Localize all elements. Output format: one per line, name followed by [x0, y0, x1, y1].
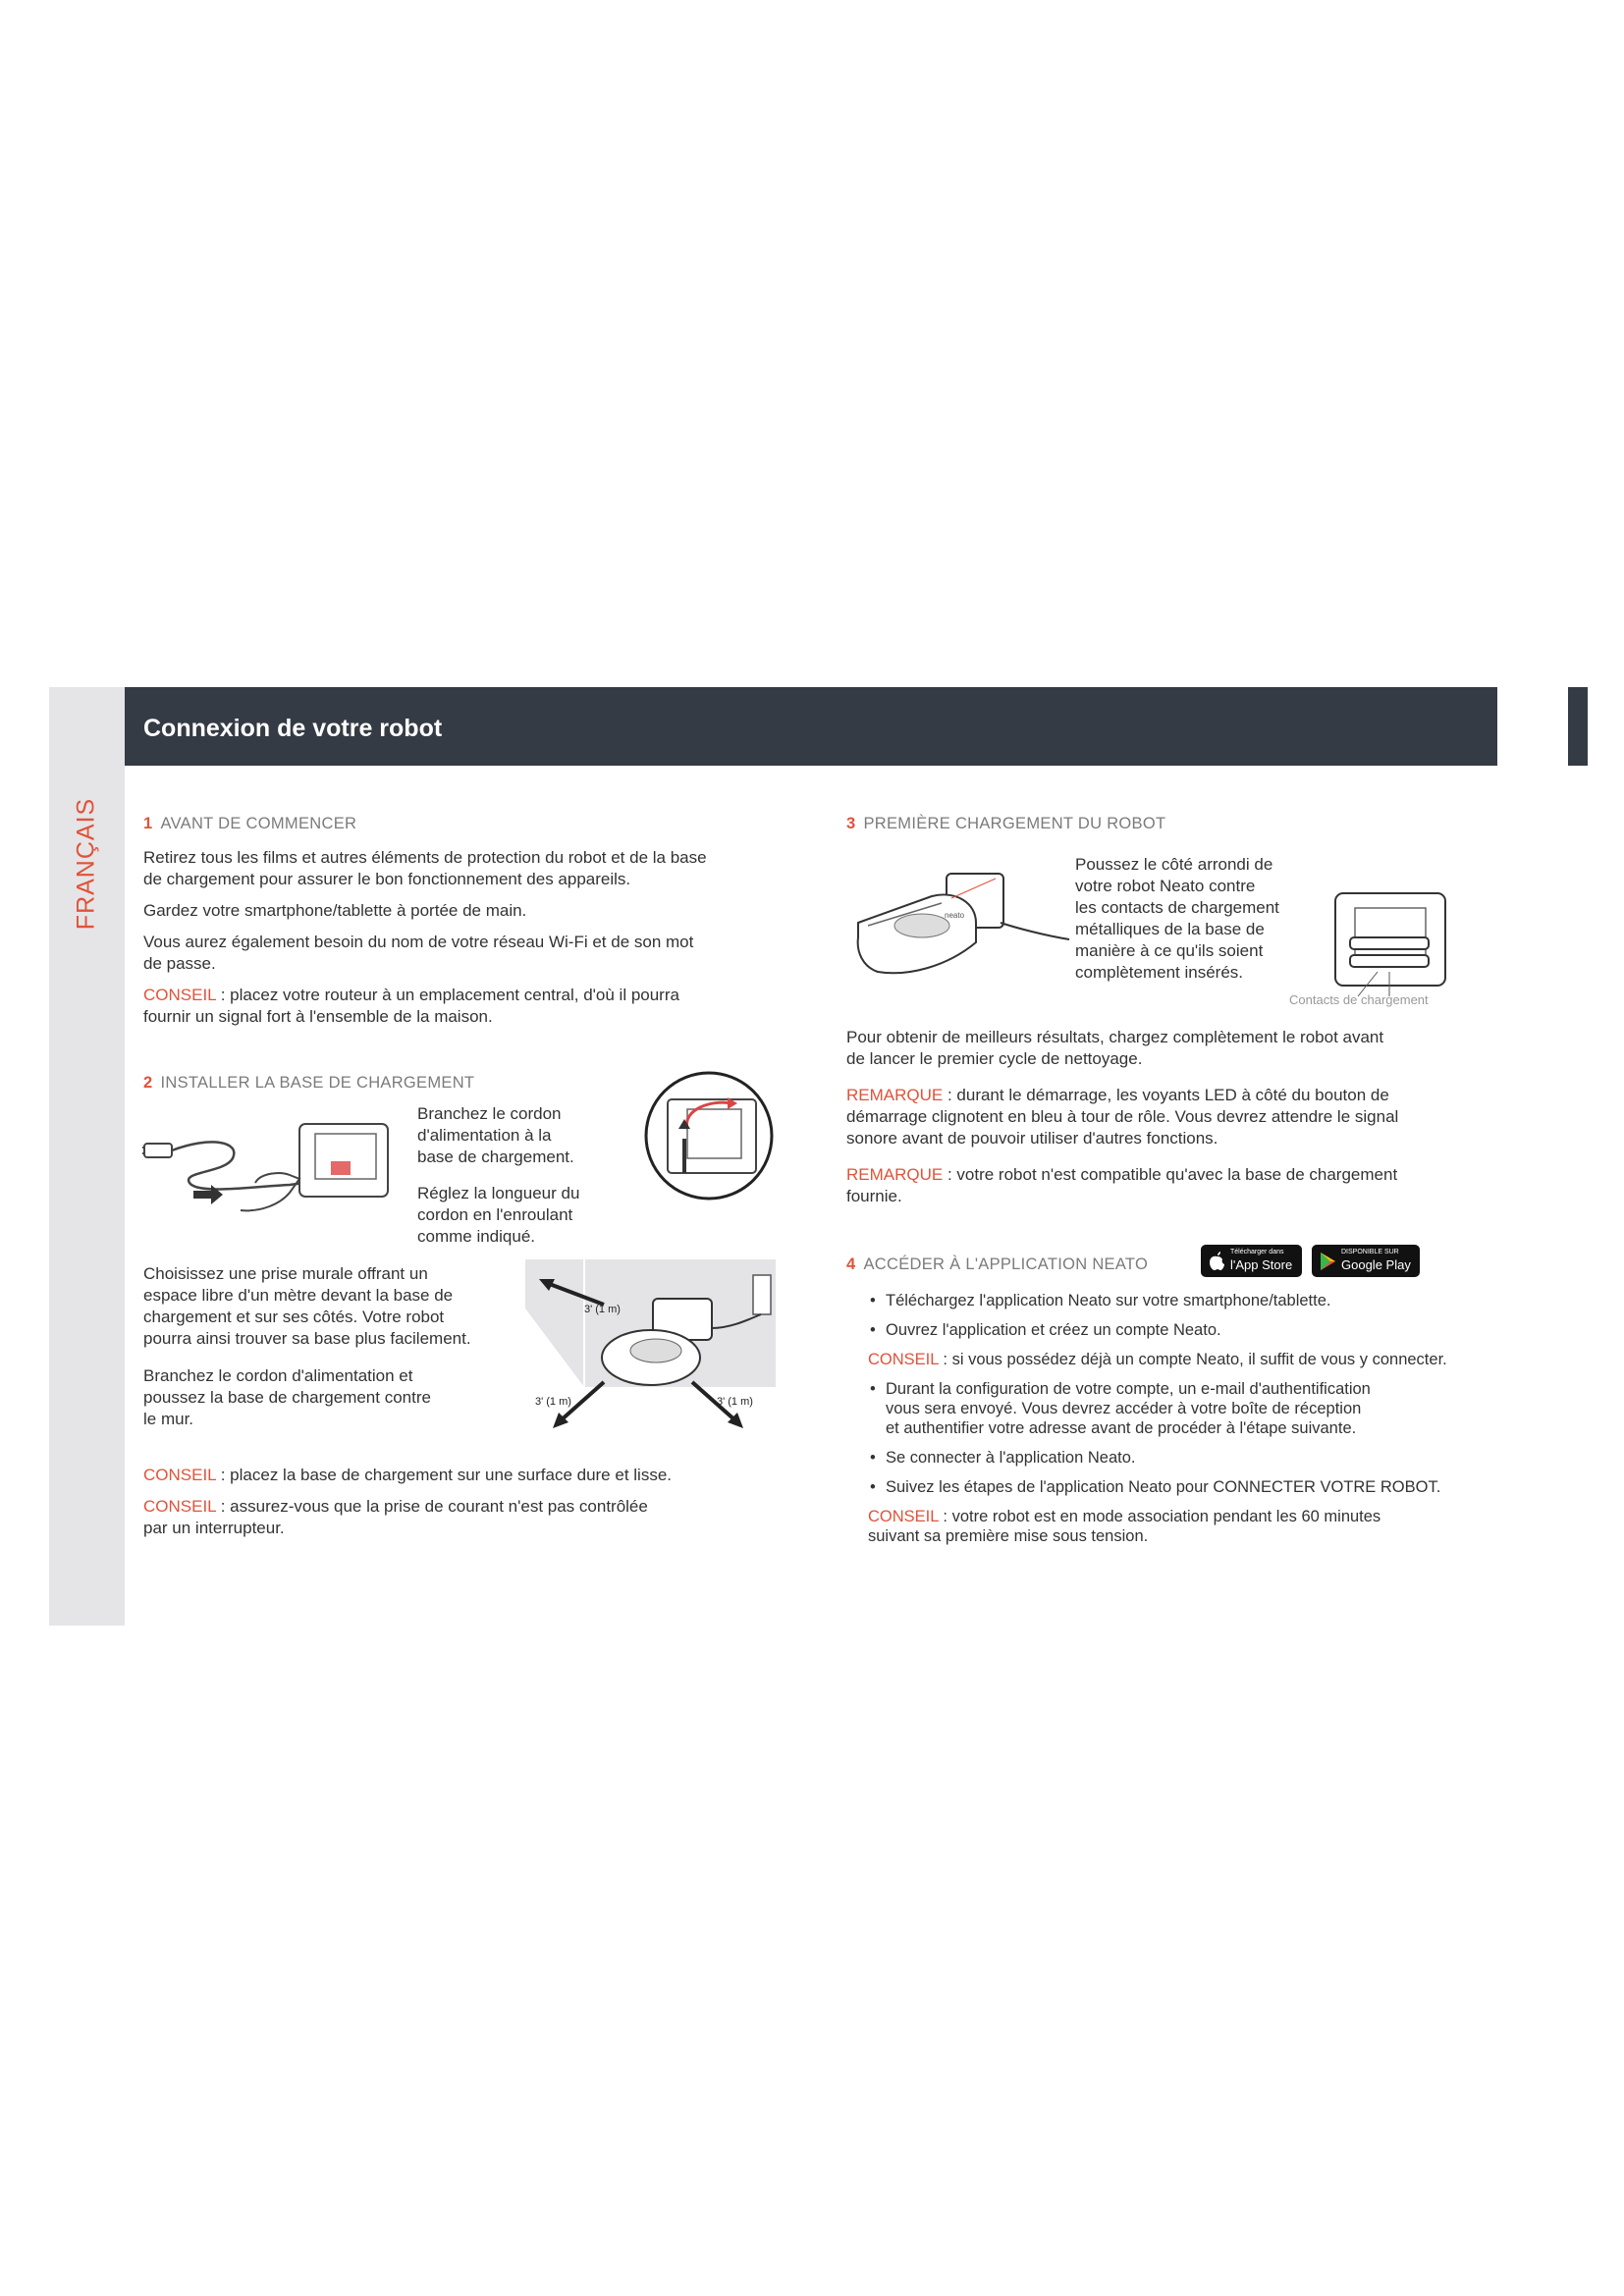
- section-4-title-wrap: [846, 1254, 1239, 1275]
- section-1: [143, 813, 772, 1028]
- s2-cord-instruction: Réglez la longueur du cordon en l'enroulant comme indiqué.: [417, 1184, 580, 1246]
- section-3-title-wrap: [846, 813, 1494, 834]
- robot-docking-illustration: [848, 869, 1074, 987]
- cord-wrap-detail-illustration: [643, 1070, 776, 1202]
- cord-plug-illustration: [142, 1114, 407, 1222]
- charging-contacts-caption: Contacts de chargement: [1289, 992, 1429, 1007]
- s4-step-4: • Se connecter à l'application Neato.: [868, 1448, 1496, 1468]
- s4-steps: [868, 1291, 1496, 1546]
- s4-tip-1: CONSEIL : si vous possédez déjà un compte Neato, il suffit de vous y connecter.: [868, 1351, 1447, 1368]
- s4-step-5: • Suivez les étapes de l'application Neato pour CONNECTER VOTRE ROBOT.: [868, 1477, 1496, 1497]
- google-play-icon: [1320, 1252, 1337, 1271]
- s2-push-instruction: Branchez le cordon d'alimentation et poussez la base de chargement contre le mur.: [143, 1366, 431, 1428]
- s2-tips: CONSEIL : placez la base de chargement sur une surface dure et lisse. CONSEIL : assurez-vous que la prise de courant n'est pas contrôlée par un interrupteur.: [143, 1466, 672, 1537]
- s3-note-1: REMARQUE : durant le démarrage, les voyants LED à côté du bouton de démarrage clignotent en bleu à tour de rôle. Vous devrez attendre le signal sonore avant de pouvoir utiliser d'autres fonctions.: [846, 1086, 1399, 1148]
- language-tab: [49, 687, 125, 982]
- s4-step-3: • Durant la configuration de votre compte, un e-mail d'authentification vous sera envoyé. Vous devrez accéder à votre boîte de réception et authentifier votre adresse avant de procéder à l'étape suivante.: [868, 1379, 1496, 1438]
- section-2-title: 2 INSTALLER LA BASE DE CHARGEMENT: [143, 1074, 475, 1092]
- s1-text: de passe.: [143, 954, 216, 973]
- s4-step-1: • Téléchargez l'application Neato sur votre smartphone/tablette.: [868, 1291, 1496, 1310]
- section-1-title: 1 AVANT DE COMMENCER: [143, 815, 357, 832]
- language-label: FRANÇAIS: [72, 797, 100, 931]
- s3-dock-instruction: Poussez le côté arrondi de votre robot Neato contre les contacts de chargement métalliques de la base de manière à ce qu'ils soient complètement insérés.: [1075, 855, 1279, 982]
- charging-contacts-illustration: [1330, 888, 1453, 1001]
- app-store-badge[interactable]: Télécharger dans l'App Store: [1201, 1245, 1302, 1277]
- s4-tip-2: CONSEIL : votre robot est en mode association pendant les 60 minutes suivant sa première mise sous tension.: [868, 1508, 1381, 1545]
- s1-text: de chargement pour assurer le bon fonctionnement des appareils.: [143, 870, 631, 888]
- section-4-title: 4 ACCÉDER À L'APPLICATION NEATO: [846, 1255, 1149, 1273]
- s1-text: Retirez tous les films et autres éléments de protection du robot et de la base: [143, 848, 707, 867]
- s3-note-2: REMARQUE : votre robot n'est compatible qu'avec la base de chargement fournie.: [846, 1165, 1398, 1205]
- s1-text: Vous aurez également besoin du nom de votre réseau Wi-Fi et de son mot: [143, 933, 694, 951]
- google-play-badge[interactable]: DISPONIBLE SUR Google Play: [1312, 1245, 1420, 1277]
- section-3-title: 3 PREMIÈRE CHARGEMENT DU ROBOT: [846, 815, 1166, 832]
- s3-text: Pour obtenir de meilleurs résultats, chargez complètement le robot avant de lancer le premier cycle de nettoyage. REMARQUE : durant le démarrage, les voyants LED à côté du bouton de démarrage clignotent en bleu à tour de rôle. Vous devrez attendre le signal sonore avant de pouvoir utiliser d'autres fonctions. REMARQUE : votre robot n'est compatible qu'avec la base de chargement fournie.: [846, 1027, 1494, 1207]
- page-title: Connexion de votre robot: [143, 715, 443, 742]
- s2-plug-instruction: Branchez le cordon d'alimentation à la base de chargement.: [417, 1104, 574, 1166]
- robot-brand-text: neato: [945, 911, 965, 920]
- header-bar: [125, 687, 1497, 766]
- s1-text: Gardez votre smartphone/tablette à portée de main.: [143, 901, 527, 920]
- s2-wall-instruction: Choisissez une prise murale offrant un espace libre d'un mètre devant la base de chargement et sur ses côtés. Votre robot pourra ainsi trouver sa base plus facilement.: [143, 1264, 471, 1348]
- apple-icon: [1208, 1252, 1225, 1271]
- dim-label-right: 3' (1 m): [717, 1396, 753, 1408]
- s4-step-2: • Ouvrez l'application et créez un compte Neato.: [868, 1320, 1496, 1340]
- dim-label-back: 3' (1 m): [584, 1304, 621, 1315]
- placement-clearance-illustration: [525, 1259, 776, 1441]
- s1-tip: CONSEIL : placez votre routeur à un emplacement central, d'où il pourra fournir un signal fort à l'ensemble de la maison.: [143, 986, 679, 1026]
- right-edge-tab: [1568, 687, 1588, 766]
- dim-label-left: 3' (1 m): [535, 1396, 571, 1408]
